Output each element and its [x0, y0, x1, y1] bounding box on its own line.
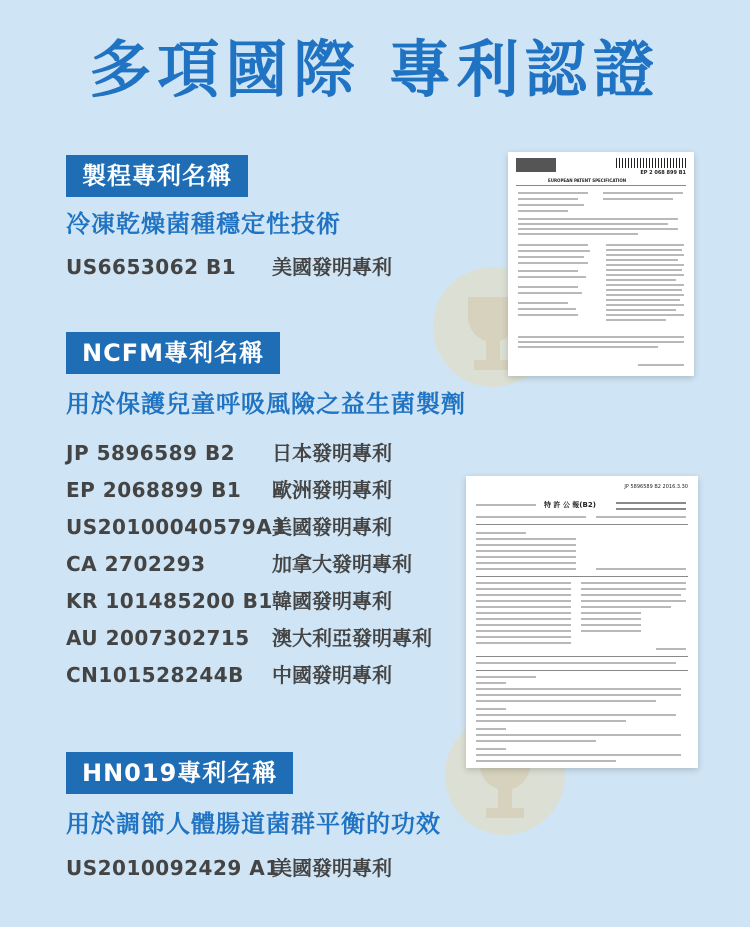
- patent-number: US6653062 B1: [66, 255, 237, 279]
- patent-row: [66, 549, 446, 579]
- section-subtitle-ncfm: 用於保護兒童呼吸風險之益生菌製劑: [66, 390, 466, 418]
- section-subtitle-process: 冷凍乾燥菌種穩定性技術: [66, 210, 341, 238]
- patent-row: [66, 660, 446, 690]
- barcode-icon: [616, 158, 686, 168]
- ep-heading: EUROPEAN PATENT SPECIFICATION: [548, 178, 627, 183]
- jp-heading: 特 許 公 報(B2): [544, 501, 596, 509]
- ep-number: EP 2 068 899 B1: [640, 170, 686, 176]
- section-badge-process: 製程專利名稱: [66, 155, 248, 197]
- patent-document-jp: [466, 476, 698, 768]
- patent-name: 美國發明專利: [272, 515, 392, 539]
- patent-number: US2010092429 A1: [66, 856, 280, 880]
- patent-row: [66, 252, 426, 282]
- patent-name: 中國發明專利: [272, 663, 392, 687]
- patent-name: 日本發明專利: [272, 441, 392, 465]
- jp-number: JP 5896589 B2 2016.3.30: [624, 484, 688, 490]
- page-title: 多項國際 專利認證: [89, 33, 661, 106]
- patent-row: [66, 623, 446, 653]
- patent-name: 加拿大發明專利: [272, 552, 412, 576]
- patent-row: [66, 475, 446, 505]
- patent-name: 歐洲發明專利: [272, 478, 392, 502]
- patent-row: [66, 586, 446, 616]
- patent-number: KR 101485200 B1: [66, 589, 273, 613]
- patent-name: 澳大利亞發明專利: [272, 626, 432, 650]
- patent-document-ep: [508, 152, 694, 376]
- patent-row: [66, 512, 446, 542]
- patent-name: 美國發明專利: [272, 856, 392, 880]
- patent-row: [66, 438, 446, 468]
- patent-row: [66, 853, 446, 883]
- patent-name: 美國發明專利: [272, 255, 392, 279]
- patent-number: US20100040579A1: [66, 515, 287, 539]
- patent-number: EP 2068899 B1: [66, 478, 242, 502]
- patent-name: 韓國發明專利: [272, 589, 392, 613]
- patent-number: AU 2007302715: [66, 626, 250, 650]
- section-badge-hn019: HN019專利名稱: [66, 752, 293, 794]
- patent-number: JP 5896589 B2: [66, 441, 236, 465]
- patent-number: CA 2702293: [66, 552, 206, 576]
- ep-logo-icon: [516, 158, 556, 172]
- section-badge-ncfm: NCFM專利名稱: [66, 332, 280, 374]
- section-subtitle-hn019: 用於調節人體腸道菌群平衡的功效: [66, 810, 441, 838]
- patent-number: CN101528244B: [66, 663, 244, 687]
